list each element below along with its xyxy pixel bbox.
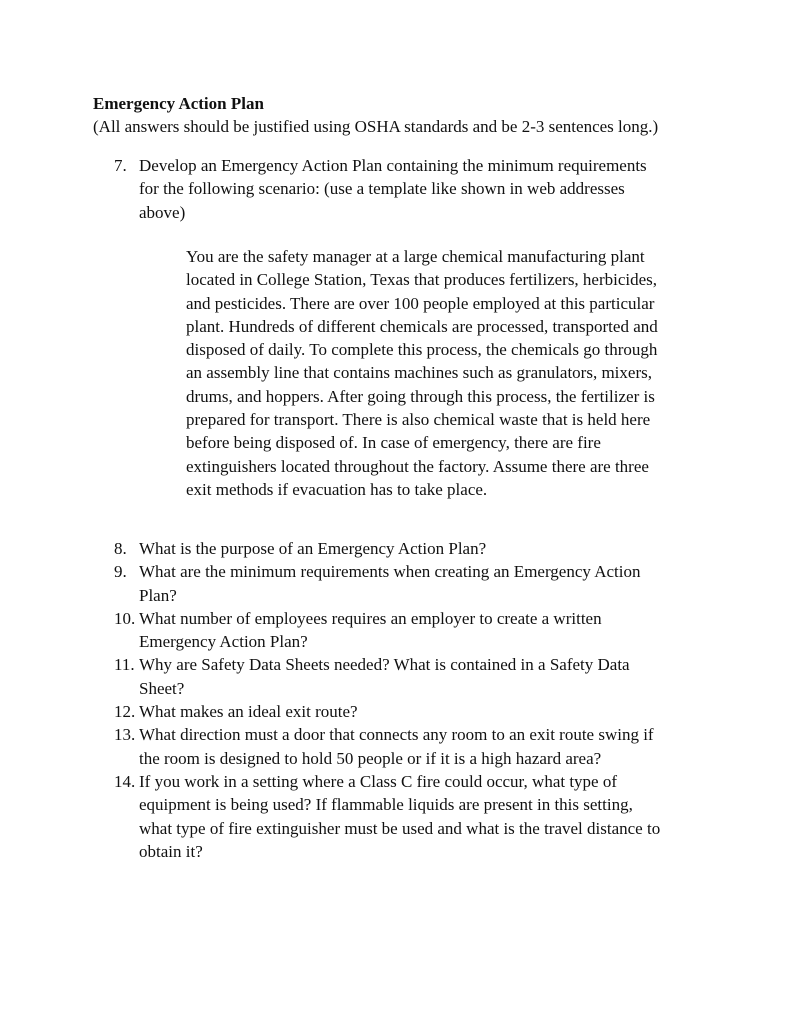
scenario-line: plant. Hundreds of different chemicals are processed, transported and	[186, 316, 658, 336]
question-10	[0, 607, 791, 654]
question-number: 14.	[114, 771, 136, 791]
question-line: Develop an Emergency Action Plan containing the minimum requirements	[139, 156, 647, 175]
question-text	[139, 723, 699, 770]
question-line: Why are Safety Data Sheets needed? What is contained in a Safety Data	[139, 655, 630, 675]
question-line: What are the minimum requirements when creating an Emergency Action	[139, 562, 641, 582]
question-line: above)	[139, 202, 186, 222]
scenario-line: disposed of daily. To complete this process, the chemicals go through	[186, 340, 658, 360]
question-number: 13.	[114, 725, 136, 745]
question-line: Plan?	[139, 585, 177, 605]
question-text	[139, 560, 699, 607]
scenario-line: prepared for transport. There is also chemical waste that is held here	[186, 410, 651, 430]
question-line: What makes an ideal exit route?	[139, 702, 358, 722]
scenario-line: extinguishers located throughout the factory. Assume there are three	[186, 456, 649, 476]
question-number: 7.	[114, 156, 127, 175]
question-text	[139, 537, 699, 560]
question-list-rest	[0, 537, 791, 863]
question-13	[0, 723, 791, 770]
scenario-line: drums, and hoppers. After going through this process, the fertilizer is	[186, 386, 655, 406]
question-number: 10.	[114, 608, 136, 628]
question-line: What is the purpose of an Emergency Action Plan?	[139, 539, 487, 558]
question-11	[0, 653, 791, 700]
scenario-line: and pesticides. There are over 100 people employed at this particular	[186, 293, 655, 313]
scenario-line: before being disposed of. In case of emergency, there are fire	[186, 433, 601, 453]
question-number: 8.	[114, 539, 127, 558]
scenario-line: an assembly line that contains machines such as granulators, mixers,	[186, 363, 652, 383]
question-text	[139, 700, 699, 723]
instructions-text: (All answers should be justified using OSHA standards and be 2-3 sentences long.)	[93, 117, 659, 136]
question-line: equipment is being used? If flammable liquids are present in this setting,	[139, 795, 633, 815]
question-line: obtain it?	[139, 841, 203, 861]
question-text	[139, 154, 699, 224]
question-line: for the following scenario: (use a template like shown in web addresses	[139, 179, 625, 199]
question-line: What number of employees requires an employer to create a written	[139, 608, 602, 628]
question-text	[139, 770, 699, 863]
scenario-paragraph	[186, 245, 698, 501]
scenario-line: exit methods if evacuation has to take place.	[186, 479, 488, 499]
document-title: Emergency Action Plan	[93, 94, 264, 113]
scenario-line: located in College Station, Texas that produces fertilizers, herbicides,	[186, 270, 658, 290]
scenario-line: You are the safety manager at a large chemical manufacturing plant	[186, 247, 645, 266]
question-number: 9.	[114, 562, 127, 582]
question-9	[0, 560, 791, 607]
question-number: 12.	[114, 702, 136, 722]
question-line: what type of fire extinguisher must be used and what is the travel distance to	[139, 818, 661, 838]
question-line: If you work in a setting where a Class C fire could occur, what type of	[139, 771, 618, 791]
question-text	[139, 653, 699, 700]
question-line: Emergency Action Plan?	[139, 632, 308, 652]
question-list-first	[0, 154, 791, 224]
question-7	[0, 154, 791, 224]
question-line: What direction must a door that connects any room to an exit route swing if	[139, 725, 654, 745]
question-14	[0, 770, 791, 863]
question-line: the room is designed to hold 50 people or if it is a high hazard area?	[139, 748, 602, 768]
question-number: 11.	[114, 655, 135, 675]
question-text	[139, 607, 699, 654]
question-8	[0, 537, 791, 560]
question-12	[0, 700, 791, 723]
question-line: Sheet?	[139, 678, 185, 698]
